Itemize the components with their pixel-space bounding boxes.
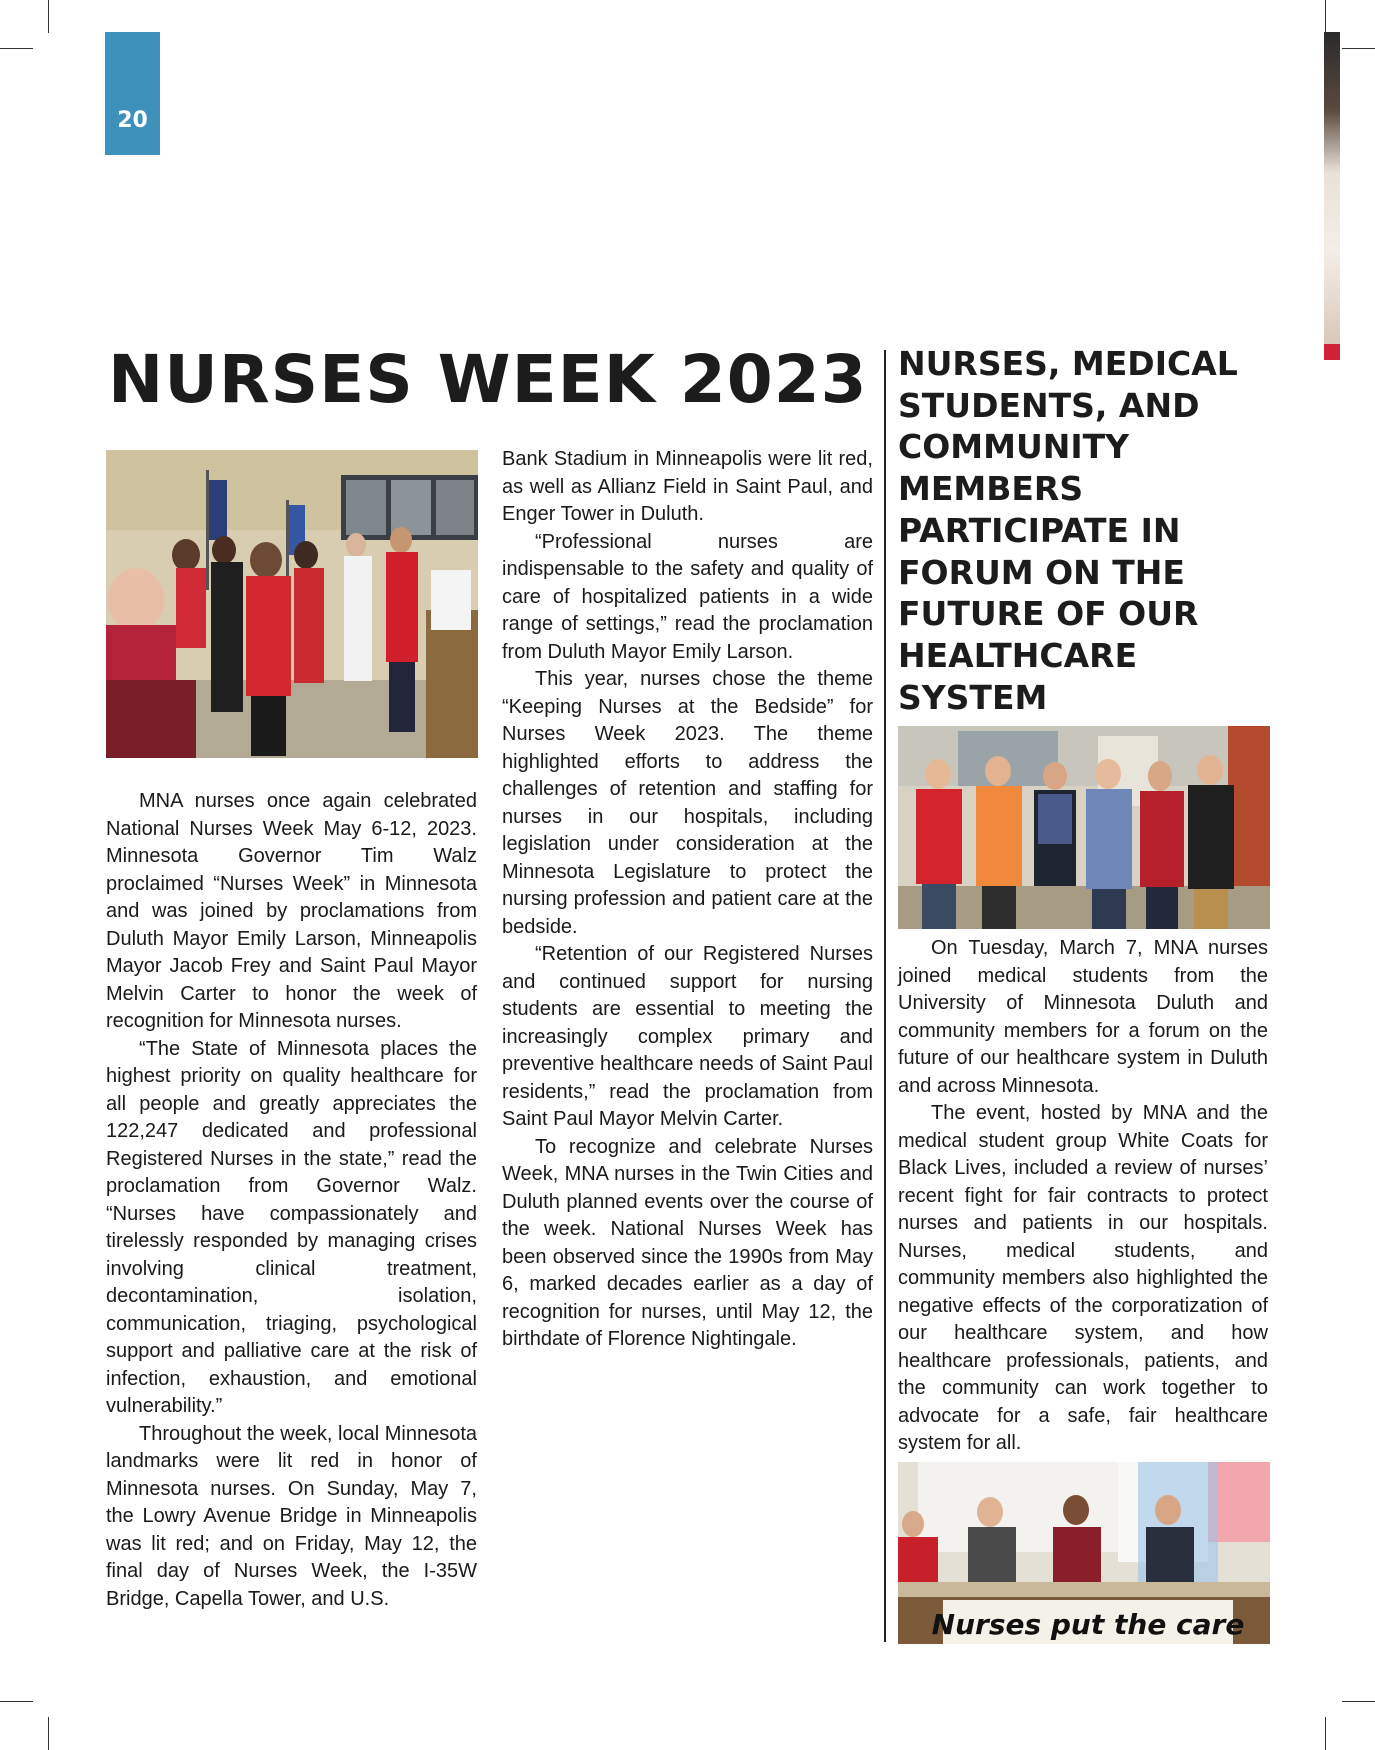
article-paragraph: “Professional nurses are indispensable to the safety and quality of care of hospitalized patients in a wide range of settings,” read the proclamation from Duluth Mayor Emily Larson. bbox=[502, 530, 873, 663]
forum-panel-photo-icon bbox=[898, 1462, 1270, 1644]
crop-mark-bottom-right-h bbox=[1342, 1701, 1375, 1702]
article-paragraph: “The State of Minnesota places the highest priority on quality healthcare for all people and greatly appreciates the 122,247 dedicated and professional Registered Nurses in the state,” read the proclamation from Governor Walz. “Nurses have compassionately and tirelessly responded by managing crises involving clinical treatment, decontamination, isolation, communication, triaging, psychological support and palliative care at the risk of infection, exhaustion, and emotional vulnerability.” bbox=[106, 1037, 477, 1417]
crop-mark-top-right-h bbox=[1342, 48, 1375, 49]
article-title: NURSES WEEK 2023 bbox=[108, 341, 868, 418]
sidebar-paragraph: On Tuesday, March 7, MNA nurses joined medical students from the University of Minnesota Duluth and community members for a forum on the future of our healthcare system in Duluth and across Minnesota. bbox=[898, 937, 1268, 1097]
article-column-2 bbox=[502, 446, 873, 1354]
edge-red-marker bbox=[1324, 344, 1340, 360]
article-paragraph: MNA nurses once again celebrated National Nurses Week May 6-12, 2023. Minnesota Governor Tim Walz proclaimed “Nurses Week” in Minnesota and was joined by proclamations from Duluth Mayor Emily Larson, Minneapolis Mayor Jacob Frey and Saint Paul Mayor Melvin Carter to honor the week of recognition for Minnesota nurses. bbox=[106, 790, 477, 1032]
crop-mark-top-left-h bbox=[0, 48, 33, 49]
article-paragraph: This year, nurses chose the theme “Keeping Nurses at the Bedside” for Nurses Week 2023. The theme highlighted efforts to address the challenges of retention and staffing for nurses in our hospitals, including legislation under consideration at the Minnesota Legislature to protect the nursing profession and patient care at the bedside. bbox=[502, 668, 873, 938]
page-number-tab bbox=[105, 32, 160, 155]
nurses-week-group-photo bbox=[106, 450, 478, 758]
forum-group-photo bbox=[898, 726, 1270, 929]
forum-panel-photo bbox=[898, 1462, 1270, 1644]
article-paragraph: “Retention of our Registered Nurses and continued support for nursing students are essential to meeting the increasingly complex primary and preventive healthcare needs of Saint Paul residents,” read the proclamation from Saint Paul Mayor Melvin Carter. bbox=[502, 943, 873, 1130]
sidebar-column bbox=[898, 935, 1268, 1458]
article-paragraph: Throughout the week, local Minnesota landmarks were lit red in honor of Minnesota nurses. On Sunday, May 7, the Lowry Avenue Bridge in Minneapolis was lit red; and on Friday, May 12, the final day of Nurses Week, the I-35W Bridge, Capella Tower, and U.S. bbox=[106, 1422, 477, 1610]
crop-mark-bottom-left-v bbox=[48, 1717, 49, 1750]
crop-mark-bottom-right-v bbox=[1325, 1717, 1326, 1750]
page-number: 20 bbox=[117, 108, 148, 133]
crop-mark-bottom-left-h bbox=[0, 1701, 33, 1702]
article-paragraph: Bank Stadium in Minneapolis were lit red, as well as Allianz Field in Saint Paul, and Enger Tower in Duluth. bbox=[502, 448, 873, 525]
article-paragraph: To recognize and celebrate Nurses Week, MNA nurses in the Twin Cities and Duluth planned events over the course of the week. National Nurses Week has been observed since the 1990s from May 6, marked decades earlier as a day of recognition for nurses, until May 12, the birthdate of Florence Nightingale. bbox=[502, 1135, 873, 1350]
sidebar-title: NURSES, MEDICAL STUDENTS, AND COMMUNITY MEMBERS PARTICIPATE IN FORUM ON THE FUTURE OF OUR HEALTHCARE SYSTEM bbox=[898, 344, 1238, 717]
crop-mark-top-right-v bbox=[1325, 0, 1326, 33]
forum-participants-photo-icon bbox=[898, 726, 1270, 929]
sidebar-paragraph: The event, hosted by MNA and the medical student group White Coats for Black Lives, included a review of nurses’ recent fight for fair contracts to protect nurses and patients in our hospitals. Nurses, medical students, and community members also highlighted the negative effects of the corporatization of our healthcare system, and how healthcare professionals, patients, and the community can work together to advocate for a safe, fair healthcare system for all. bbox=[898, 1102, 1268, 1454]
banner-text: Nurses put the care bbox=[931, 1608, 1245, 1641]
column-divider bbox=[884, 350, 886, 1642]
crop-mark-top-left-v bbox=[48, 0, 49, 33]
group-of-nurses-photo-icon bbox=[106, 450, 478, 758]
edge-photo-sliver bbox=[1324, 32, 1340, 344]
article-column-1 bbox=[106, 788, 477, 1613]
